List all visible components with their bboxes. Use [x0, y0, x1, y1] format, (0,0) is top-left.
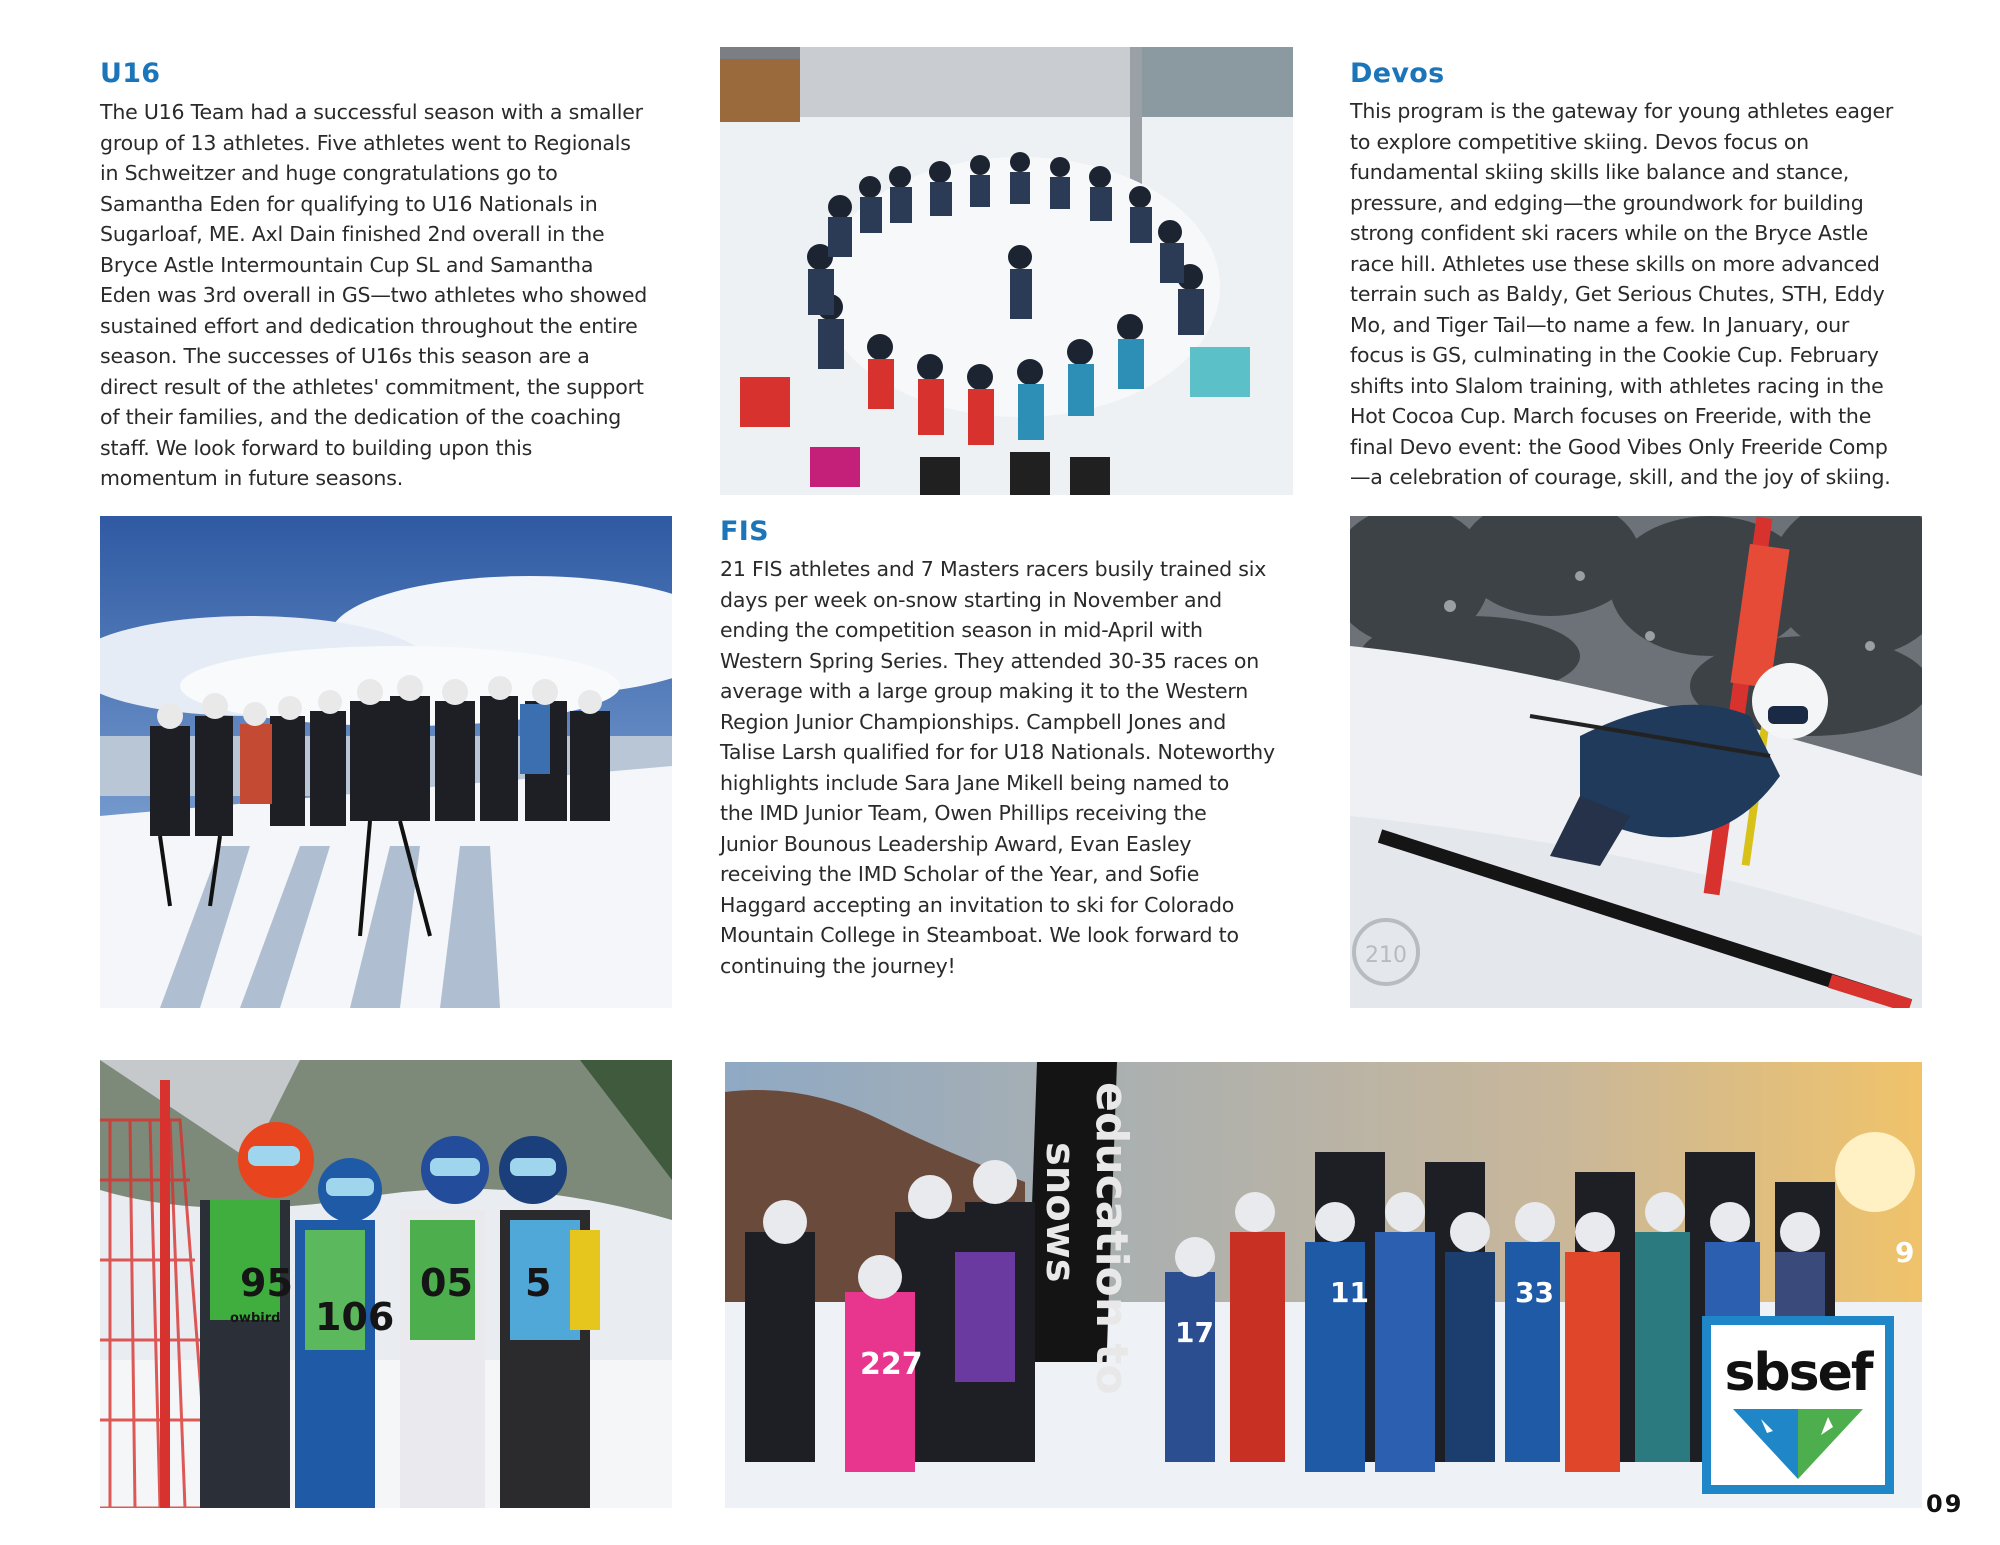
fis-heading: FIS [720, 516, 769, 547]
sbsef-logo [1702, 1316, 1894, 1494]
logo-wordmark: sbsef [1724, 1343, 1872, 1403]
devos-body: This program is the gateway for young athletes eager to explore competitive skiing. Devos focus on fundamental skiing skills like balance and stance, pressure, and edging—the groundwork for building strong confident ski racers while on the Bryce Astle race hill. Athletes use these skills on more advanced terrain such as Baldy, Get Serious Chutes, STH, Eddy Mo, and Tiger Tail—to name a few. In January, our focus is GS, culminating in the Cookie Cup. February shifts into Slalom training, with athletes racing in the Hot Cocoa Cup. March focuses on Freeride, with the final Devo event: the Good Vibes Only Freeride Comp —a celebration of courage, skill, and the joy of skiing. [1350, 99, 1894, 489]
bib-number: 95 [240, 1261, 293, 1305]
bib-number: 33 [1515, 1276, 1554, 1309]
kids-bibs-photo [100, 1060, 672, 1508]
fis-body: 21 FIS athletes and 7 Masters racers busily trained six days per week on-snow starting in November and ending the competition season in mid-April with Western Spring Series. They attended 30-35 races on average with a large group making it to the Western Region Junior Championships. Campbell Jones and Talise Larsh qualified for for U18 Nationals. Noteworthy highlights include Sara Jane Mikell being named to the IMD Junior Team, Owen Phillips receiving the Junior Bounous Leadership Award, Evan Easley receiving the IMD Scholar of the Year, and Sofie Haggard accepting an invitation to ski for Colorado Mountain College in Steamboat. We look forward to continuing the journey! [720, 557, 1275, 978]
u16-group-photo [100, 516, 672, 1008]
bib-number: 9 [1895, 1236, 1915, 1269]
banner-text: education to [1086, 1082, 1137, 1395]
photo-watermark: 210 [1365, 943, 1407, 968]
devos-heading: Devos [1350, 58, 1445, 89]
bib-number: 05 [420, 1261, 473, 1305]
u16-heading: U16 [100, 58, 161, 89]
logo-mountain-icon [1733, 1409, 1863, 1479]
banner-text-2: snows [1037, 1142, 1083, 1283]
ski-circle-photo [720, 47, 1293, 495]
gs-racer-photo [1350, 516, 1922, 1008]
bib-number: 227 [860, 1347, 923, 1382]
bib-number: 11 [1330, 1276, 1369, 1309]
bib-number: 5 [525, 1261, 552, 1305]
u16-body: The U16 Team had a successful season with a smaller group of 13 athletes. Five athletes went to Regionals in Schweitzer and huge congratulations go to Samantha Eden for qualifying to U16 Nationals in Sugarloaf, ME. Axl Dain finished 2nd overall in the Bryce Astle Intermountain Cup SL and Samantha Eden was 3rd overall in GS—two athletes who showed sustained effort and dedication throughout the entire season. The successes of U16s this season are a direct result of the athletes' commitment, the support of their families, and the dedication of the coaching staff. We look forward to building upon this momentum in future seasons. [100, 100, 648, 490]
bib-number: 106 [315, 1295, 395, 1339]
bib-sponsor-text: owbird [230, 1311, 281, 1326]
bib-number: 17 [1175, 1316, 1214, 1349]
page-number: 09 [1926, 1490, 1964, 1518]
